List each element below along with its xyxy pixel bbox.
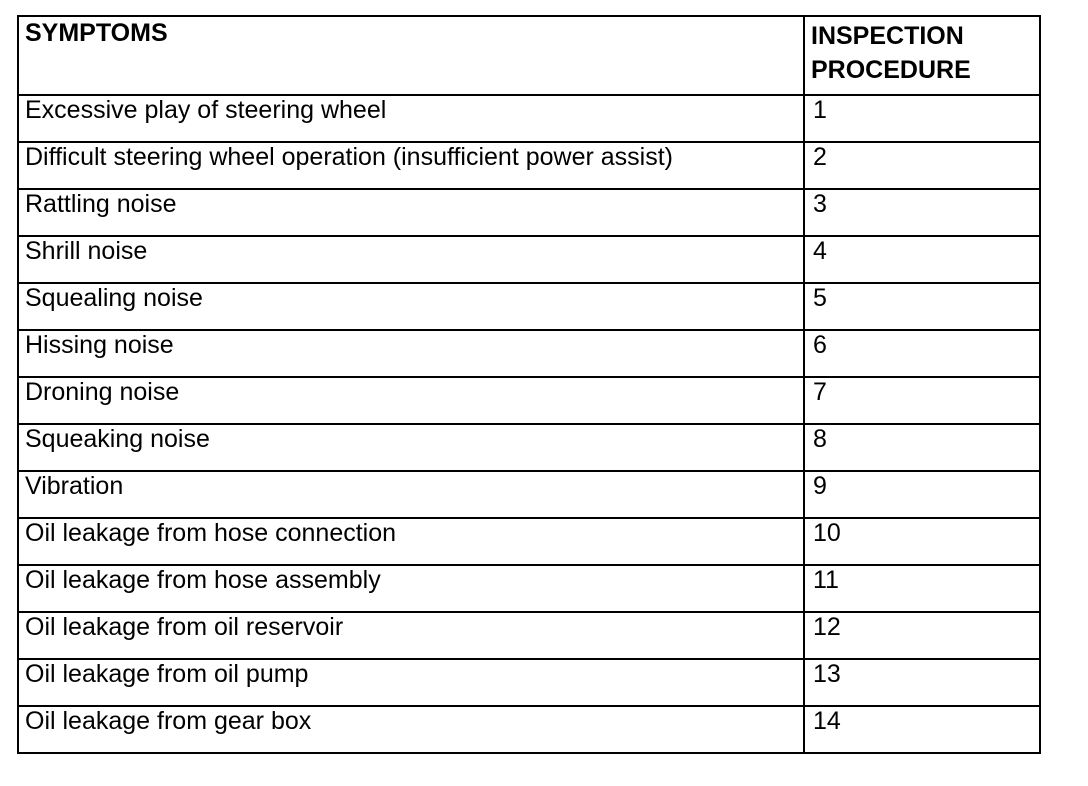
symptoms-header: SYMPTOMS	[18, 16, 804, 95]
procedure-number-cell: 12	[804, 612, 1040, 659]
symptom-cell: Squeaking noise	[18, 424, 804, 471]
symptom-cell: Difficult steering wheel operation (insufficient power assist)	[18, 142, 804, 189]
symptom-cell: Rattling noise	[18, 189, 804, 236]
table-row	[18, 706, 1040, 753]
symptom-table	[17, 15, 1041, 754]
symptom-cell: Hissing noise	[18, 330, 804, 377]
table-row	[18, 424, 1040, 471]
procedure-number-cell: 8	[804, 424, 1040, 471]
procedure-number-cell: 4	[804, 236, 1040, 283]
table-row	[18, 377, 1040, 424]
procedure-number-cell: 6	[804, 330, 1040, 377]
procedure-number-cell: 7	[804, 377, 1040, 424]
table-header-row	[18, 16, 1040, 95]
table-row	[18, 612, 1040, 659]
table-row	[18, 659, 1040, 706]
table-row	[18, 330, 1040, 377]
symptom-cell: Excessive play of steering wheel	[18, 95, 804, 142]
procedure-number-cell: 5	[804, 283, 1040, 330]
table-row	[18, 189, 1040, 236]
table-row	[18, 236, 1040, 283]
procedure-number-cell: 9	[804, 471, 1040, 518]
table-row	[18, 283, 1040, 330]
procedure-number-cell: 11	[804, 565, 1040, 612]
inspection-procedure-header: INSPECTION PROCEDURE	[804, 16, 1040, 95]
symptom-table-container	[17, 15, 1039, 754]
symptom-cell: Vibration	[18, 471, 804, 518]
symptom-cell: Oil leakage from hose connection	[18, 518, 804, 565]
symptom-cell: Oil leakage from oil pump	[18, 659, 804, 706]
procedure-number-cell: 3	[804, 189, 1040, 236]
table-body	[18, 95, 1040, 753]
procedure-number-cell: 10	[804, 518, 1040, 565]
procedure-number-cell: 1	[804, 95, 1040, 142]
table-row	[18, 565, 1040, 612]
symptom-cell: Oil leakage from hose assembly	[18, 565, 804, 612]
symptom-cell: Squealing noise	[18, 283, 804, 330]
symptom-cell: Oil leakage from gear box	[18, 706, 804, 753]
table-row	[18, 95, 1040, 142]
symptom-cell: Shrill noise	[18, 236, 804, 283]
symptom-cell: Oil leakage from oil reservoir	[18, 612, 804, 659]
symptom-cell: Droning noise	[18, 377, 804, 424]
table-row	[18, 518, 1040, 565]
table-row	[18, 471, 1040, 518]
procedure-number-cell: 13	[804, 659, 1040, 706]
table-row	[18, 142, 1040, 189]
procedure-number-cell: 2	[804, 142, 1040, 189]
procedure-number-cell: 14	[804, 706, 1040, 753]
